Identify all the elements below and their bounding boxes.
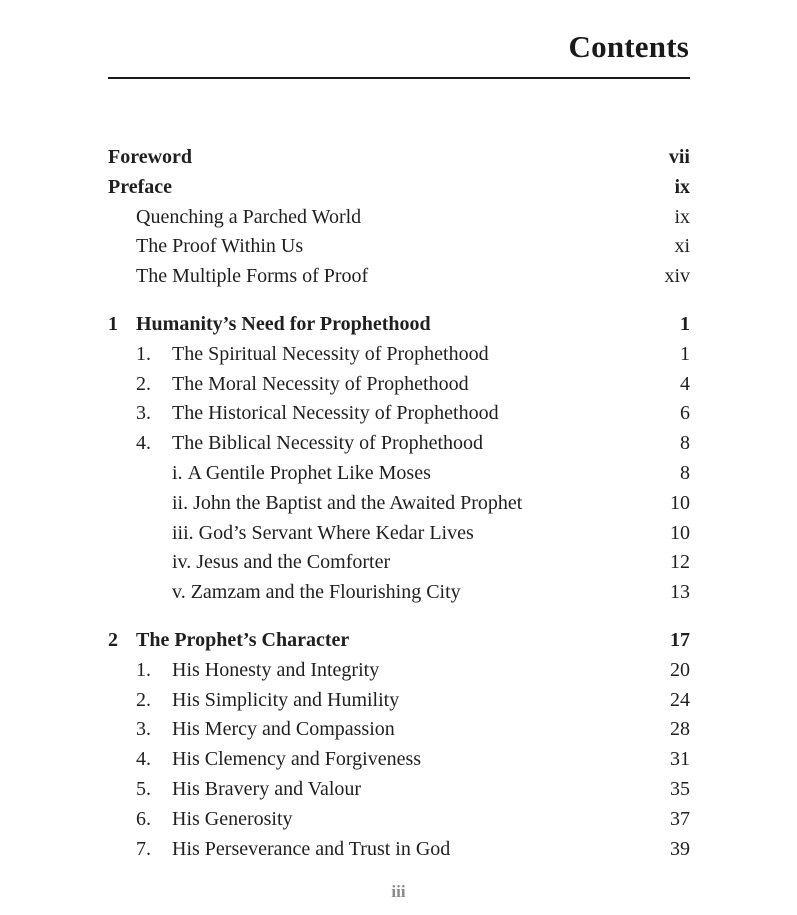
subitem-page: 10: [670, 491, 690, 514]
toc-item[interactable]: [108, 686, 690, 716]
item-label: The Historical Necessity of Prophethood: [172, 402, 499, 425]
toc-item[interactable]: [108, 399, 690, 429]
item-number: 1.: [136, 658, 151, 681]
chapter-number: 1: [108, 312, 118, 335]
toc-entry-preface[interactable]: [108, 173, 690, 203]
subitem-page: 10: [670, 521, 690, 544]
toc-item[interactable]: [108, 340, 690, 370]
toc-entry-page: xiv: [664, 265, 690, 288]
subitem-number: ii.: [172, 491, 189, 514]
item-number: 4.: [136, 748, 151, 771]
chapter-number: 2: [108, 628, 118, 651]
item-label: His Generosity: [172, 807, 293, 830]
toc-subitem[interactable]: [108, 578, 690, 608]
toc-item[interactable]: [108, 805, 690, 835]
item-number: 2.: [136, 688, 151, 711]
toc-entry-page: vii: [668, 146, 690, 168]
item-number: 6.: [136, 807, 151, 830]
toc-entry-preface-section[interactable]: [108, 262, 690, 292]
title-underline: [108, 77, 690, 79]
item-page: 31: [670, 748, 690, 771]
toc-item[interactable]: [108, 656, 690, 686]
subitem-number: iv.: [172, 551, 192, 574]
toc-subitem[interactable]: [108, 519, 690, 549]
toc-entry-page: ix: [674, 205, 690, 228]
item-page: 1: [680, 342, 690, 365]
toc-entry-page: xi: [674, 235, 690, 258]
toc-item[interactable]: [108, 715, 690, 745]
subitem-page: 8: [680, 461, 690, 484]
subitem-label: A Gentile Prophet Like Moses: [187, 461, 431, 484]
chapter-title: Humanity’s Need for Prophethood: [136, 312, 431, 335]
subitem-label: God’s Servant Where Kedar Lives: [198, 521, 474, 544]
toc-chapter-1[interactable]: [108, 310, 690, 340]
toc-entry-label: Foreword: [108, 146, 193, 168]
item-label: His Simplicity and Humility: [172, 688, 400, 711]
item-number: 3.: [136, 718, 151, 741]
subitem-label: Zamzam and the Flourishing City: [190, 581, 461, 604]
chapter-page: 1: [680, 312, 690, 335]
item-label: His Honesty and Integrity: [172, 658, 380, 681]
item-page: 4: [680, 372, 690, 395]
toc-chapter-2[interactable]: [108, 626, 690, 656]
subitem-number: v.: [172, 581, 186, 604]
toc-subitem[interactable]: [108, 548, 690, 578]
item-number: 4.: [136, 432, 151, 455]
subitem-page: 12: [670, 551, 690, 574]
subitem-number: iii.: [172, 521, 194, 544]
item-number: 5.: [136, 777, 151, 800]
item-label: The Spiritual Necessity of Prophethood: [172, 342, 489, 365]
item-number: 7.: [136, 837, 151, 860]
page-title: Contents: [568, 29, 689, 64]
toc-entry-preface-section[interactable]: [108, 232, 690, 262]
toc-entry-label: Quenching a Parched World: [136, 205, 362, 228]
toc-entry-preface-section[interactable]: [108, 203, 690, 233]
item-number: 1.: [136, 342, 151, 365]
item-label: His Mercy and Compassion: [172, 718, 395, 741]
item-label: His Bravery and Valour: [172, 777, 362, 800]
item-label: His Clemency and Forgiveness: [172, 748, 422, 771]
toc-item[interactable]: [108, 745, 690, 775]
item-label: His Perseverance and Trust in God: [172, 837, 451, 860]
toc-item[interactable]: [108, 775, 690, 805]
subitem-label: John the Baptist and the Awaited Prophet: [193, 491, 523, 514]
toc-subitem[interactable]: [108, 489, 690, 519]
toc-entry-label: The Proof Within Us: [136, 235, 304, 258]
toc-item[interactable]: [108, 370, 690, 400]
page-number: iii: [391, 882, 406, 901]
table-of-contents: [108, 143, 690, 864]
toc-entry-foreword[interactable]: [108, 143, 690, 173]
item-page: 28: [670, 718, 690, 741]
item-number: 3.: [136, 402, 151, 425]
toc-item[interactable]: [108, 429, 690, 459]
item-page: 20: [670, 658, 690, 681]
item-page: 24: [670, 688, 690, 711]
toc-entry-label: Preface: [108, 175, 173, 198]
item-number: 2.: [136, 372, 151, 395]
chapter-title: The Prophet’s Character: [136, 628, 350, 651]
item-page: 35: [670, 777, 690, 800]
subitem-number: i.: [172, 461, 183, 484]
subitem-page: 13: [670, 581, 690, 604]
toc-entry-page: ix: [674, 175, 690, 198]
item-page: 6: [680, 402, 690, 425]
item-page: 39: [670, 837, 690, 860]
toc-entry-label: The Multiple Forms of Proof: [136, 265, 369, 288]
subitem-label: Jesus and the Comforter: [196, 551, 391, 574]
item-page: 8: [680, 432, 690, 455]
item-page: 37: [670, 807, 690, 830]
item-label: The Biblical Necessity of Prophethood: [172, 432, 484, 455]
item-label: The Moral Necessity of Prophethood: [172, 372, 469, 395]
toc-item[interactable]: [108, 835, 690, 865]
toc-subitem[interactable]: [108, 459, 690, 489]
chapter-page: 17: [670, 628, 690, 651]
